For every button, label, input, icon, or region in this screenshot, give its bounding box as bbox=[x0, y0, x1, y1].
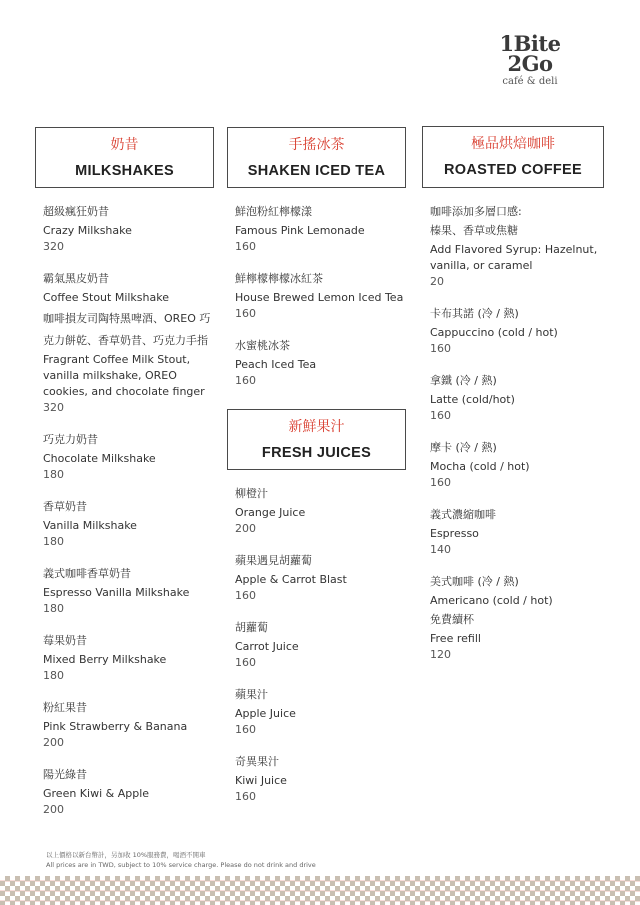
item-name-zh: 霸氣黑皮奶昔 bbox=[43, 272, 109, 285]
logo-line-1: 1Bite bbox=[499, 31, 561, 56]
menu-item bbox=[43, 271, 214, 416]
section-iced-tea bbox=[227, 127, 406, 405]
section-juices bbox=[227, 409, 406, 821]
menu-item bbox=[235, 271, 406, 322]
section-title-zh: 新鮮果汁 bbox=[288, 419, 345, 435]
section-header-coffee bbox=[422, 126, 604, 188]
item-price: 180 bbox=[43, 602, 64, 615]
item-name-en: Peach Iced Tea bbox=[235, 358, 317, 371]
item-name-zh: 鮮泡粉紅檸檬漾 bbox=[235, 205, 312, 218]
menu-item bbox=[43, 767, 214, 818]
item-price: 160 bbox=[430, 409, 451, 422]
item-name-zh: 美式咖啡 (冷 / 熱) bbox=[430, 575, 519, 588]
menu-item bbox=[235, 486, 406, 537]
item-name-en: Espresso bbox=[430, 527, 479, 540]
section-milkshakes bbox=[35, 127, 214, 834]
item-name-zh: 莓果奶昔 bbox=[43, 634, 87, 647]
item-name-en: Cappuccino (cold / hot) bbox=[430, 326, 558, 339]
item-name-en: Apple & Carrot Blast bbox=[235, 573, 347, 586]
item-name-zh: 巧克力奶昔 bbox=[43, 433, 98, 446]
menu-item bbox=[43, 204, 214, 255]
item-price: 320 bbox=[43, 240, 64, 253]
item-name-en: Green Kiwi & Apple bbox=[43, 787, 150, 800]
item-name-zh: 粉紅果昔 bbox=[43, 701, 87, 714]
item-name-zh: 胡蘿蔔 bbox=[235, 621, 268, 634]
item-name-zh: 卡布其諾 (冷 / 熱) bbox=[430, 307, 519, 320]
item-name-en: Vanilla Milkshake bbox=[43, 519, 137, 532]
menu-item bbox=[430, 440, 604, 491]
item-name-en: Latte (cold/hot) bbox=[430, 393, 515, 406]
item-name-zh: 摩卡 (冷 / 熱) bbox=[430, 441, 497, 454]
section-title-en: FRESH JUICES bbox=[261, 445, 372, 461]
menu-list-milkshakes bbox=[43, 204, 214, 818]
menu-item bbox=[235, 687, 406, 738]
menu-item bbox=[43, 700, 214, 751]
logo-line-2: 2Go bbox=[507, 51, 553, 76]
item-detail-zh: 榛果、香草或焦糖 bbox=[430, 224, 518, 237]
item-name-en: Add Flavored Syrup: Hazelnut, vanilla, or caramel bbox=[430, 243, 598, 272]
menu-item bbox=[235, 204, 406, 255]
menu-item bbox=[235, 553, 406, 604]
footer-note bbox=[46, 850, 316, 870]
item-name-zh: 義式濃縮咖啡 bbox=[430, 508, 496, 521]
section-title-zh: 奶昔 bbox=[110, 137, 139, 153]
item-price: 160 bbox=[235, 589, 256, 602]
item-name-zh: 柳橙汁 bbox=[235, 487, 268, 500]
item-name-en: Espresso Vanilla Milkshake bbox=[43, 586, 190, 599]
item-price: 160 bbox=[235, 240, 256, 253]
item-price: 200 bbox=[43, 803, 64, 816]
item-detail-en: Free refill bbox=[430, 632, 481, 645]
item-price: 160 bbox=[235, 790, 256, 803]
item-price: 160 bbox=[430, 342, 451, 355]
item-price: 180 bbox=[43, 669, 64, 682]
item-price: 160 bbox=[235, 656, 256, 669]
item-price: 160 bbox=[235, 723, 256, 736]
section-title-en: MILKSHAKES bbox=[75, 163, 174, 179]
item-price: 160 bbox=[235, 307, 256, 320]
item-description-zh: 咖啡損友司陶特黑啤酒、OREO 巧克力餅乾、香草奶昔、巧克力手指 bbox=[43, 312, 211, 347]
menu-item bbox=[43, 499, 214, 550]
item-price: 180 bbox=[43, 468, 64, 481]
menu-item bbox=[430, 574, 604, 663]
section-title-en: SHAKEN ICED TEA bbox=[247, 163, 386, 179]
item-name-en: Americano (cold / hot) bbox=[430, 594, 553, 607]
section-coffee bbox=[422, 126, 604, 679]
item-name-en: Coffee Stout Milkshake bbox=[43, 291, 169, 304]
item-name-en: Crazy Milkshake bbox=[43, 224, 132, 237]
logo bbox=[470, 31, 590, 87]
item-name-en: Orange Juice bbox=[235, 506, 306, 519]
menu-item bbox=[430, 373, 604, 424]
section-header-juices bbox=[227, 409, 406, 470]
item-name-zh: 蘋果遇見胡蘿蔔 bbox=[235, 554, 312, 567]
menu-list-juices bbox=[235, 486, 406, 805]
item-name-zh: 拿鐵 (冷 / 熱) bbox=[430, 374, 497, 387]
menu-item bbox=[430, 306, 604, 357]
item-description-en: Fragrant Coffee Milk Stout, vanilla milkshake, OREO cookies, and chocolate finger bbox=[43, 353, 205, 398]
logo-tagline: café & deli bbox=[502, 76, 558, 87]
item-name-zh: 水蜜桃冰茶 bbox=[235, 339, 290, 352]
item-name-zh: 奇異果汁 bbox=[235, 755, 279, 768]
section-title-en: ROASTED COFFEE bbox=[444, 162, 582, 178]
item-price: 160 bbox=[430, 476, 451, 489]
item-price: 20 bbox=[430, 275, 444, 288]
item-name-zh: 超級瘋狂奶昔 bbox=[43, 205, 109, 218]
item-price: 200 bbox=[43, 736, 64, 749]
item-price: 180 bbox=[43, 535, 64, 548]
decorative-pattern-strip bbox=[0, 876, 640, 905]
item-name-zh: 陽光綠昔 bbox=[43, 768, 87, 781]
item-name-en: Pink Strawberry & Banana bbox=[43, 720, 188, 733]
item-price: 140 bbox=[430, 543, 451, 556]
item-name-en: Carrot Juice bbox=[235, 640, 299, 653]
menu-item bbox=[235, 754, 406, 805]
item-name-en: Mocha (cold / hot) bbox=[430, 460, 530, 473]
item-name-en: Mixed Berry Milkshake bbox=[43, 653, 167, 666]
menu-item bbox=[430, 204, 604, 290]
item-name-en: Famous Pink Lemonade bbox=[235, 224, 365, 237]
item-name-en: House Brewed Lemon Iced Tea bbox=[235, 291, 404, 304]
item-price: 160 bbox=[235, 374, 256, 387]
item-price: 200 bbox=[235, 522, 256, 535]
item-name-en: Chocolate Milkshake bbox=[43, 452, 156, 465]
item-name-zh: 蘋果汁 bbox=[235, 688, 268, 701]
menu-item bbox=[43, 432, 214, 483]
menu-item bbox=[43, 566, 214, 617]
footer-note-en: All prices are in TWD, subject to 10% service charge. Please do not drink and drive bbox=[46, 861, 316, 869]
menu-item bbox=[43, 633, 214, 684]
item-name-zh: 香草奶昔 bbox=[43, 500, 87, 513]
item-price: 320 bbox=[43, 401, 64, 414]
section-header-milkshakes bbox=[35, 127, 214, 188]
section-header-iced-tea bbox=[227, 127, 406, 188]
menu-item bbox=[430, 507, 604, 558]
menu-list-iced-tea bbox=[235, 204, 406, 389]
item-detail-zh: 免費續杯 bbox=[430, 613, 474, 626]
item-name-en: Kiwi Juice bbox=[235, 774, 287, 787]
item-name-zh: 鮮檸檬檸檬冰紅茶 bbox=[235, 272, 323, 285]
item-name-zh: 咖啡添加多層口感: bbox=[430, 205, 522, 218]
menu-item bbox=[235, 620, 406, 671]
menu-list-coffee bbox=[430, 204, 604, 663]
item-name-en: Apple Juice bbox=[235, 707, 296, 720]
section-title-zh: 極品烘焙咖啡 bbox=[471, 136, 555, 152]
item-name-zh: 義式咖啡香草奶昔 bbox=[43, 567, 131, 580]
item-price: 120 bbox=[430, 648, 451, 661]
section-title-zh: 手搖冰茶 bbox=[288, 137, 345, 153]
footer-note-zh: 以上價格以新台幣計，另加收 10%服務費，喝酒不開車 bbox=[46, 851, 206, 859]
menu-item bbox=[235, 338, 406, 389]
